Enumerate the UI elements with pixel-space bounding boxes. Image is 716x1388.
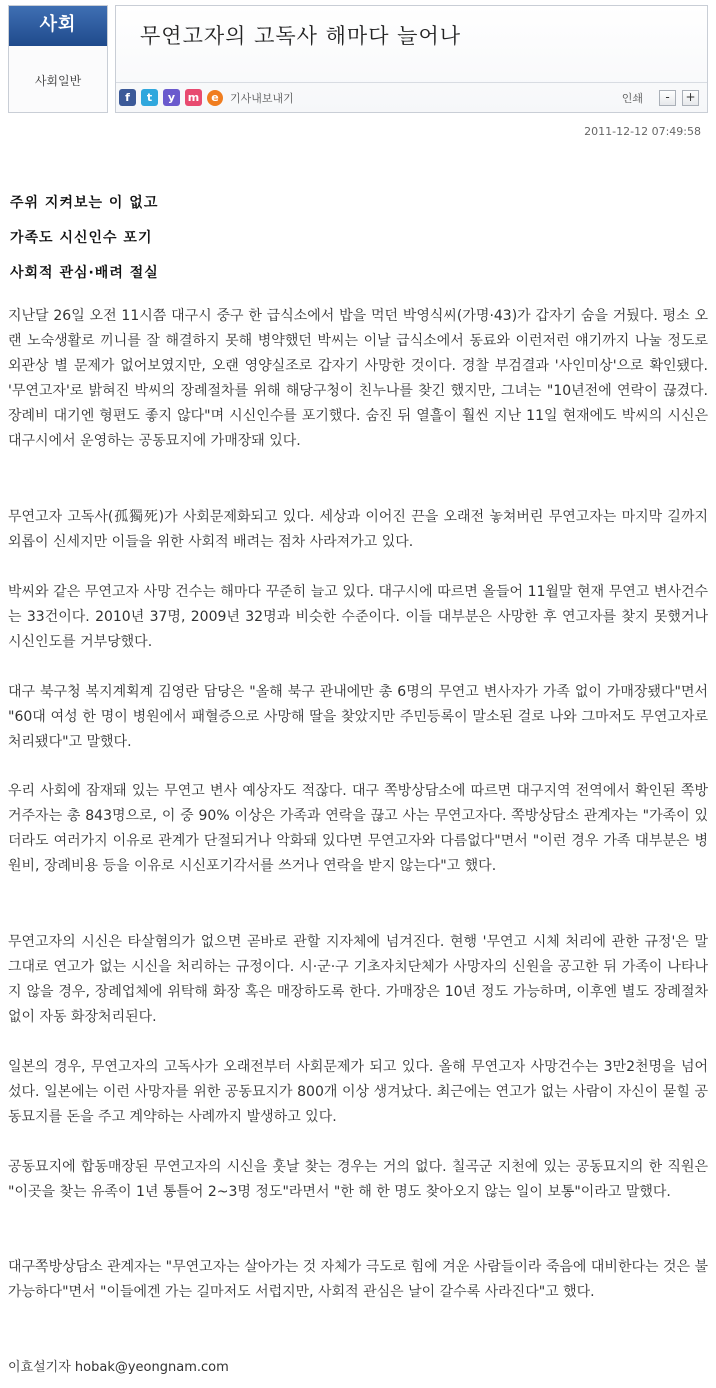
article-paragraph: 대구쪽방상담소 관계자는 "무연고자는 살아가는 것 자체가 극도로 힘에 겨운 사람들이라 죽음에 대비한다는 것은 불가능하다"면서 "이들에겐 가는 길마저도 서럽지만, 사회적 관심은 날이 갈수록 사라진다"고 했다. (8, 1259, 708, 1300)
subsection-label[interactable]: 사회일반 (34, 74, 82, 88)
section-box (8, 5, 108, 113)
share-bar (119, 89, 294, 106)
font-increase-button[interactable]: + (682, 90, 699, 106)
subheading-3: 사회적 관심·배려 절실 (10, 265, 159, 281)
font-decrease-button[interactable]: - (659, 90, 676, 106)
send-article-link[interactable]: 기사내보내기 (230, 91, 294, 105)
send-article-icon[interactable]: e (207, 90, 223, 106)
article-title: 무연고자의 고독사 해마다 늘어나 (140, 24, 462, 48)
article-paragraph: 무연고자의 시신은 타살혐의가 없으면 곧바로 관할 지자체에 넘겨진다. 현행 '무연고 시체 처리에 관한 규정'은 말 그대로 연고가 없는 시신을 처리하는 규정이다. 시·군·구 기초자치단체가 사망자의 신원을 공고한 뒤 가족이 나타나지 않을 경우, 장례업체에 위탁해 화장 혹은 매장하도록 한다. 가매장은 10년 정도 가능하며, 이후엔 별도 장례절차 없이 자동 화장처리된다. (8, 934, 708, 1025)
article-paragraph: 우리 사회에 잠재돼 있는 무연고 변사 예상자도 적잖다. 대구 쪽방상담소에 따르면 대구지역 전역에서 확인된 쪽방거주자는 총 843명으로, 이 중 90% 이상은 가족과 연락을 끊고 사는 무연고자다. 쪽방상담소 관계자는 "가족이 있더라도 여러가지 이유로 관계가 단절되거나 악화돼 있다면 무연고자와 다름없다"면서 "이런 경우 가족 대부분은 병원비, 장례비용 등을 이유로 시신포기각서를 쓰거나 연락을 받지 않는다"고 했다. (8, 783, 708, 874)
article-paragraph: 박씨와 같은 무연고자 사망 건수는 해마다 꾸준히 늘고 있다. 대구시에 따르면 올들어 11월말 현재 무연고 변사건수는 33건이다. 2010년 37명, 2009년 32명과 비슷한 수준이다. 이들 대부분은 사망한 후 연고자를 찾지 못했거나 시신인도를 거부당했다. (8, 584, 708, 650)
me2day-icon[interactable]: m (185, 89, 202, 106)
twitter-icon[interactable]: t (141, 89, 158, 106)
yozm-icon[interactable]: y (163, 89, 180, 106)
article-paragraph: 무연고자 고독사(孤獨死)가 사회문제화되고 있다. 세상과 이어진 끈을 오래전 놓쳐버린 무연고자는 마지막 길까지 외롭이 신세지만 이들을 위한 사회적 배려는 점차 사라져가고 있다. (8, 509, 708, 550)
article-datetime: 2011-12-12 07:49:58 (584, 125, 701, 138)
article-paragraph: 지난달 26일 오전 11시쯤 대구시 중구 한 급식소에서 밥을 먹던 박영식씨(가명·43)가 갑자기 숨을 거뒀다. 평소 오랜 노숙생활로 끼니를 잘 해결하지 못해 병약했던 박씨는 이날 급식소에서 동료와 이런저런 얘기까지 나눌 정도로 외관상 별 문제가 없어보였지만, 오랜 영양실조로 갑자기 사망한 것이다. 경찰 부검결과 '사인미상'으로 확인됐다. '무연고자'로 밝혀진 박씨의 장례절차를 위해 해당구청이 친누나를 찾긴 했지만, 그녀는 "10년전에 연락이 끊겼다. 장례비 대기엔 형편도 좋지 않다"며 시신인수를 포기했다. 숨진 뒤 열흘이 훨씬 지난 11일 현재에도 박씨의 시신은 대구시에서 운영하는 공동묘지에 가매장돼 있다. (8, 308, 708, 449)
subheading-1: 주위 지켜보는 이 없고 (10, 195, 159, 211)
article-toolbar (116, 82, 707, 112)
print-controls (622, 90, 699, 106)
facebook-icon[interactable]: f (119, 89, 136, 106)
article-paragraph: 공동묘지에 합동매장된 무연고자의 시신을 훗날 찾는 경우는 거의 없다. 칠곡군 지천에 있는 공동묘지의 한 직원은 "이곳을 찾는 유족이 1년 통틀어 2~3명 정도"라면서 "한 해 한 명도 찾아오지 않는 일이 보통"이라고 말했다. (8, 1159, 708, 1200)
section-tab[interactable]: 사회 (9, 6, 107, 46)
article-paragraph: 대구 북구청 복지계획계 김영란 담당은 "올해 북구 관내에만 총 6명의 무연고 변사자가 가족 없이 가매장됐다"면서 "60대 여성 한 명이 병원에서 패혈증으로 사망해 딸을 찾았지만 주민등록이 말소된 걸로 나와 그마저도 무연고자로 처리됐다"고 말했다. (8, 684, 708, 750)
article-byline: 이효설기자 hobak@yeongnam.com (8, 1360, 229, 1375)
article-header (115, 5, 708, 113)
print-button[interactable]: 인쇄 (621, 92, 643, 105)
subheading-2: 가족도 시신인수 포기 (10, 230, 153, 246)
article-paragraph: 일본의 경우, 무연고자의 고독사가 오래전부터 사회문제가 되고 있다. 올해 무연고자 사망건수는 3만2천명을 넘어섰다. 일본에는 이런 사망자를 위한 공동묘지가 800개 이상 생겨났다. 최근에는 연고가 없는 사람이 자신이 묻힐 공동묘지를 돈을 주고 계약하는 사례까지 발생하고 있다. (8, 1059, 708, 1125)
